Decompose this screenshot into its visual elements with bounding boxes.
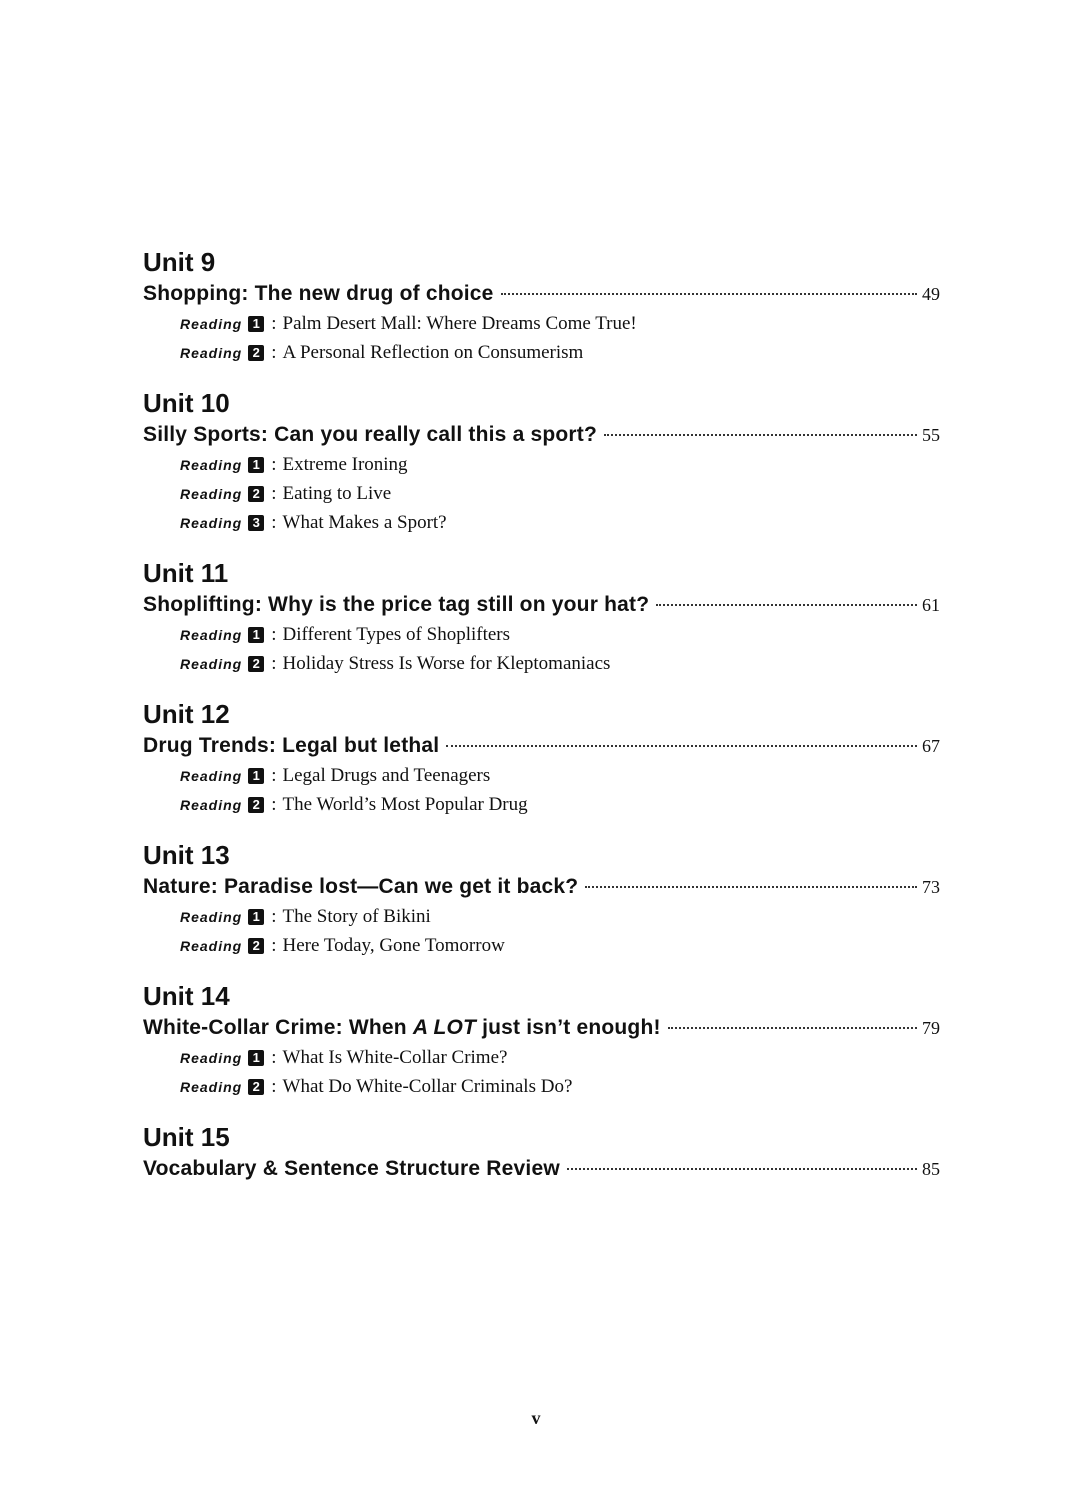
reading-number-badge: 3 <box>248 515 264 531</box>
unit-heading: Unit 13 <box>143 840 230 870</box>
page-number: 49 <box>922 284 940 304</box>
unit-heading: Unit 9 <box>143 247 216 277</box>
page-number: 55 <box>922 425 940 445</box>
reading-separator: : <box>271 482 277 504</box>
reading-title: The World’s Most Popular Drug <box>282 793 528 815</box>
reading-label: Reading <box>180 937 243 954</box>
reading-label: Reading <box>180 626 243 643</box>
unit-title-part: White-Collar Crime: When <box>143 1016 413 1039</box>
reading-separator: : <box>271 1046 277 1068</box>
reading-label: Reading <box>180 1049 243 1066</box>
unit-title: Drug Trends: Legal but lethal <box>143 734 440 757</box>
reading-entry[interactable] <box>143 1043 940 1072</box>
reading-title: Here Today, Gone Tomorrow <box>282 934 505 956</box>
unit-title-entry[interactable] <box>143 1153 940 1184</box>
reading-separator: : <box>271 341 277 363</box>
reading-number-badge: 2 <box>248 486 264 502</box>
table-of-contents <box>143 246 940 1204</box>
dot-leader <box>567 1168 917 1170</box>
unit-title <box>143 1012 661 1043</box>
reading-separator: : <box>271 453 277 475</box>
toc-unit-10 <box>143 387 940 537</box>
reading-number-badge: 1 <box>248 1050 264 1066</box>
toc-unit-13 <box>143 839 940 960</box>
unit-title-entry[interactable] <box>143 419 940 450</box>
reading-number-badge: 2 <box>248 938 264 954</box>
toc-unit-12 <box>143 698 940 819</box>
reading-number-badge: 1 <box>248 457 264 473</box>
unit-title: Vocabulary & Sentence Structure Review <box>143 1157 560 1180</box>
reading-entry[interactable] <box>143 508 940 537</box>
reading-entry[interactable] <box>143 790 940 819</box>
reading-entry[interactable] <box>143 338 940 367</box>
unit-title-entry[interactable] <box>143 1012 940 1043</box>
reading-label: Reading <box>180 514 243 531</box>
unit-title-part: just isn’t enough! <box>476 1016 661 1039</box>
reading-entry[interactable] <box>143 479 940 508</box>
reading-title: Extreme Ironing <box>282 453 408 475</box>
unit-title-emphasis: A LOT <box>412 1016 477 1039</box>
reading-title: Different Types of Shoplifters <box>282 623 511 645</box>
reading-entry[interactable] <box>143 309 940 338</box>
reading-number-badge: 1 <box>248 627 264 643</box>
unit-title-entry[interactable] <box>143 278 940 309</box>
reading-number-badge: 2 <box>248 345 264 361</box>
reading-separator: : <box>271 652 277 674</box>
unit-title: Silly Sports: Can you really call this a sport? <box>143 423 598 446</box>
reading-label: Reading <box>180 796 243 813</box>
reading-number-badge: 2 <box>248 656 264 672</box>
reading-number-badge: 2 <box>248 1079 264 1095</box>
reading-entry[interactable] <box>143 620 940 649</box>
page-number: 61 <box>922 595 940 615</box>
page-number: 67 <box>922 736 940 756</box>
reading-label: Reading <box>180 655 243 672</box>
reading-separator: : <box>271 764 277 786</box>
unit-heading: Unit 10 <box>143 388 230 418</box>
unit-heading: Unit 14 <box>143 981 230 1011</box>
unit-heading: Unit 12 <box>143 699 230 729</box>
reading-separator: : <box>271 312 277 334</box>
reading-title: A Personal Reflection on Consumerism <box>282 341 584 363</box>
unit-title: Nature: Paradise lost—Can we get it back? <box>143 875 579 898</box>
unit-title-entry[interactable] <box>143 589 940 620</box>
reading-label: Reading <box>180 908 243 925</box>
reading-label: Reading <box>180 315 243 332</box>
reading-title: What Do White-Collar Criminals Do? <box>282 1075 573 1097</box>
toc-unit-9 <box>143 246 940 367</box>
page-number: 73 <box>922 877 940 897</box>
dot-leader <box>585 886 917 888</box>
reading-label: Reading <box>180 344 243 361</box>
reading-separator: : <box>271 934 277 956</box>
toc-unit-15 <box>143 1121 940 1184</box>
unit-heading: Unit 11 <box>143 558 229 588</box>
reading-entry[interactable] <box>143 450 940 479</box>
reading-label: Reading <box>180 767 243 784</box>
dot-leader <box>604 434 917 436</box>
page-folio: v <box>531 1408 541 1428</box>
page-number: 85 <box>922 1159 940 1179</box>
reading-entry[interactable] <box>143 931 940 960</box>
unit-title-entry[interactable] <box>143 871 940 902</box>
dot-leader <box>656 604 917 606</box>
reading-entry[interactable] <box>143 1072 940 1101</box>
reading-title: Eating to Live <box>282 482 392 504</box>
reading-title: What Is White-Collar Crime? <box>282 1046 508 1068</box>
reading-entry[interactable] <box>143 761 940 790</box>
reading-number-badge: 1 <box>248 316 264 332</box>
toc-unit-11 <box>143 557 940 678</box>
reading-label: Reading <box>180 485 243 502</box>
reading-number-badge: 1 <box>248 768 264 784</box>
dot-leader <box>501 293 917 295</box>
reading-separator: : <box>271 1075 277 1097</box>
reading-number-badge: 1 <box>248 909 264 925</box>
page-number: 79 <box>922 1018 940 1038</box>
reading-label: Reading <box>180 1078 243 1095</box>
unit-title-entry[interactable] <box>143 730 940 761</box>
dot-leader <box>446 745 917 747</box>
reading-entry[interactable] <box>143 649 940 678</box>
reading-label: Reading <box>180 456 243 473</box>
reading-separator: : <box>271 511 277 533</box>
reading-entry[interactable] <box>143 902 940 931</box>
unit-heading: Unit 15 <box>143 1122 230 1152</box>
unit-title: Shoplifting: Why is the price tag still on your hat? <box>143 593 650 616</box>
dot-leader <box>668 1027 917 1029</box>
reading-separator: : <box>271 623 277 645</box>
reading-title: Palm Desert Mall: Where Dreams Come True! <box>282 312 637 334</box>
reading-title: Holiday Stress Is Worse for Kleptomaniacs <box>282 652 611 674</box>
unit-title: Shopping: The new drug of choice <box>143 282 494 305</box>
reading-separator: : <box>271 793 277 815</box>
reading-number-badge: 2 <box>248 797 264 813</box>
reading-title: Legal Drugs and Teenagers <box>282 764 491 786</box>
reading-title: What Makes a Sport? <box>282 511 447 533</box>
reading-separator: : <box>271 905 277 927</box>
toc-unit-14 <box>143 980 940 1101</box>
reading-title: The Story of Bikini <box>282 905 431 927</box>
